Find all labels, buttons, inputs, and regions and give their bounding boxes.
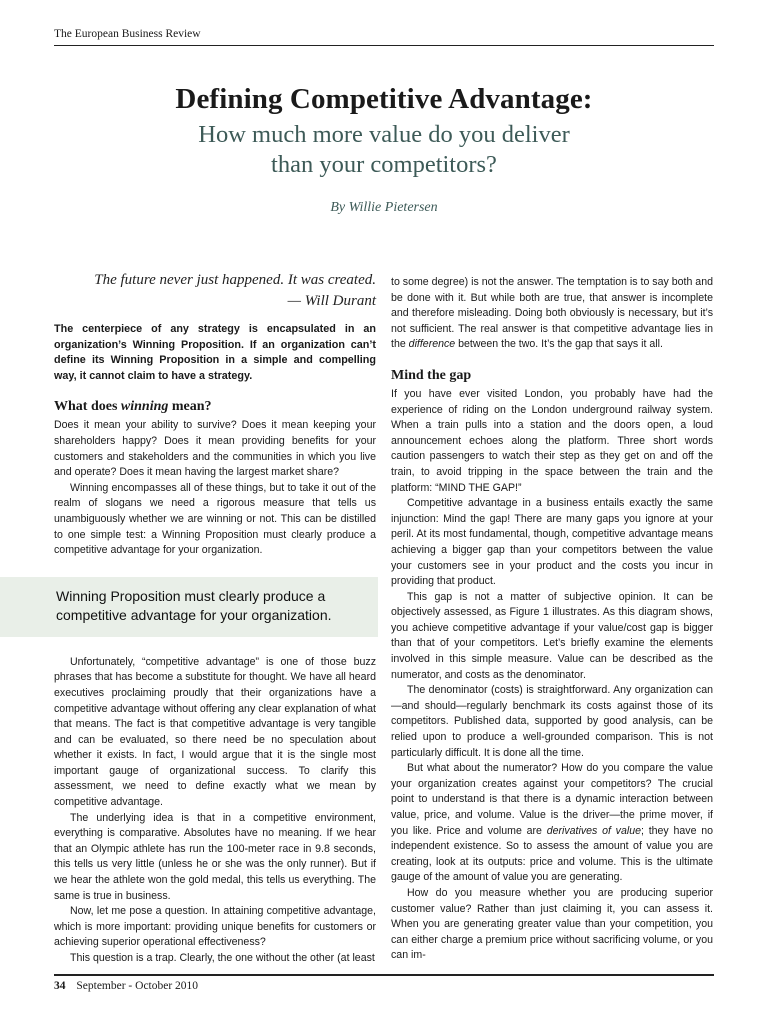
lead-paragraph: The centerpiece of any strategy is encapsulated in an organization’s Winning Proposition. If an organization can’t define its Winning Proposition in a simple and compelling way, it cannot claim to have a strategy.	[54, 323, 376, 382]
byline: By Willie Pietersen	[330, 200, 438, 215]
paragraph: This question is a trap. Clearly, the one without the other (at least	[70, 952, 375, 964]
subtitle-line-2: than your competitors?	[271, 151, 497, 178]
epigraph-quote	[54, 270, 376, 312]
page-number: 34	[54, 980, 66, 992]
text-run: But what about the numerator? How do you compare the value your organization creates against your competitors? The crucial point to understand is that there is a dynamic interaction between value, price, and volume. Value is the driver—the prime mover, if you like. Price and volume are	[391, 762, 713, 837]
section-heading-winning	[54, 398, 376, 416]
paragraph: Winning encompasses all of these things, but to take it out of the realm of slogans we need a rigorous measure that tells us unambiguously whether we are winning or not. This can be distilled to one simple test: a Winning Proposition must clearly produce a competitive advantage for your organization.	[54, 481, 376, 557]
section-heading-mind-the-gap: Mind the gap	[391, 367, 472, 383]
heading-part: What does	[54, 399, 121, 415]
paragraph: How do you measure whether you are producing superior customer value? Rather than just claiming it, you can assess it. When you are generating greater value than your competition, you can either charge a premium price without sacrificing volume, or you can im-	[391, 886, 713, 962]
pull-quote: Winning Proposition must clearly produce a competitive advantage for your organization.	[0, 577, 378, 637]
epigraph-author: — Will Durant	[287, 293, 376, 309]
text-run: between the two. It’s the gap that says it all.	[455, 338, 663, 351]
left-column	[54, 270, 376, 967]
issue-date: September - October 2010	[76, 980, 199, 992]
paragraph: The underlying idea is that in a competitive environment, everything is comparative. Absolutes have no meaning. If we hear that an Olympic athlete has run the 100-meter race in 9.8 seconds, this tells us very little (unless he or she was the only runner). But if we hear the athlete won the gold medal, this tells us everything. The same is true in business.	[54, 811, 376, 902]
paragraph: Now, let me pose a question. In attaining competitive advantage, which is more important: providing unique benefits for customers or achieving superior operational effectiveness?	[54, 905, 376, 949]
bottom-rule	[54, 974, 714, 976]
top-rule	[54, 45, 714, 46]
text-run: to some degree) is not the answer. The temptation is to say both and be done with it. But while both are true, that answer is incomplete and therefore misleading. Doing both obviously is necessary, but it’s not sufficient. The real answer is that competitive advantage lies in the	[391, 276, 713, 351]
page-footer	[54, 980, 198, 992]
paragraph	[391, 761, 713, 886]
paragraph: Competitive advantage in a business entails exactly the same injunction: Mind the gap! There are many gaps you ignore at your peril. At its most fundamental, though, competitive advantage means achieving a bigger gap than your competitors between the value your customers see in your product and the costs you incur in providing that product.	[391, 497, 713, 588]
paragraph: This gap is not a matter of subjective opinion. It can be objectively assessed, as Figure 1 illustrates. As this diagram shows, you achieve competitive advantage if your value/cost gap is bigger than that of your competitors. Let’s briefly examine the elements involved in this simple measure. Value can be described as the numerator, and costs as the denominator.	[391, 590, 713, 681]
paragraph	[391, 275, 713, 353]
text-run: ; they have no independent existence. So to assess the amount of value you are creating, look at its outputs: price and volume. This is the ultimate gauge of the amount of value you are generating.	[391, 824, 713, 884]
paragraph: Does it mean your ability to survive? Does it mean keeping your shareholders happy? Does it mean providing benefits for your customers and stakeholders and the communities in which you live and operate? Does it mean having the largest market share?	[54, 419, 376, 479]
paragraph: Unfortunately, “competitive advantage” is one of those buzz phrases that has become a substitute for thought. We have all heard executives proclaiming proudly that their organizations have a competitive advantage without offering any clear explanation of what that means. The fact is that competitive advantage is very tangible and can be evaluated, so there need be no speculation about whether it exists. In fact, I would argue that it is the single most important gauge of organizational success. To clarify this assessment, we need to define exactly what we mean by competitive advantage.	[54, 655, 376, 809]
article-subtitle	[0, 120, 768, 180]
text-emphasis: derivatives of value	[546, 824, 642, 837]
heading-part: mean?	[168, 399, 212, 415]
running-head: The European Business Review	[54, 28, 201, 40]
paragraph: If you have ever visited London, you probably have had the experience of riding on the London underground railway system. When a train pulls into a station and the doors open, a loud announcement echoes along the platform. Three short words caution passengers to watch their step as they get on and off the train, to avoid tripping in the space between the train and the platform: “MIND THE GAP!”	[391, 387, 713, 494]
text-emphasis: difference	[408, 338, 456, 351]
subtitle-line-1: How much more value do you deliver	[198, 121, 570, 148]
article-title: Defining Competitive Advantage:	[175, 83, 593, 115]
epigraph-text: The future never just happened. It was created.	[94, 272, 376, 288]
right-column	[391, 275, 713, 964]
paragraph: The denominator (costs) is straightforward. Any organization can—and should—regularly benchmark its costs against those of its competitors. Published data, supported by good analysis, can be relied upon to produce a well-grounded comparison. This is not particularly difficult. It is done all the time.	[391, 684, 713, 759]
heading-emphasis: winning	[120, 399, 169, 415]
